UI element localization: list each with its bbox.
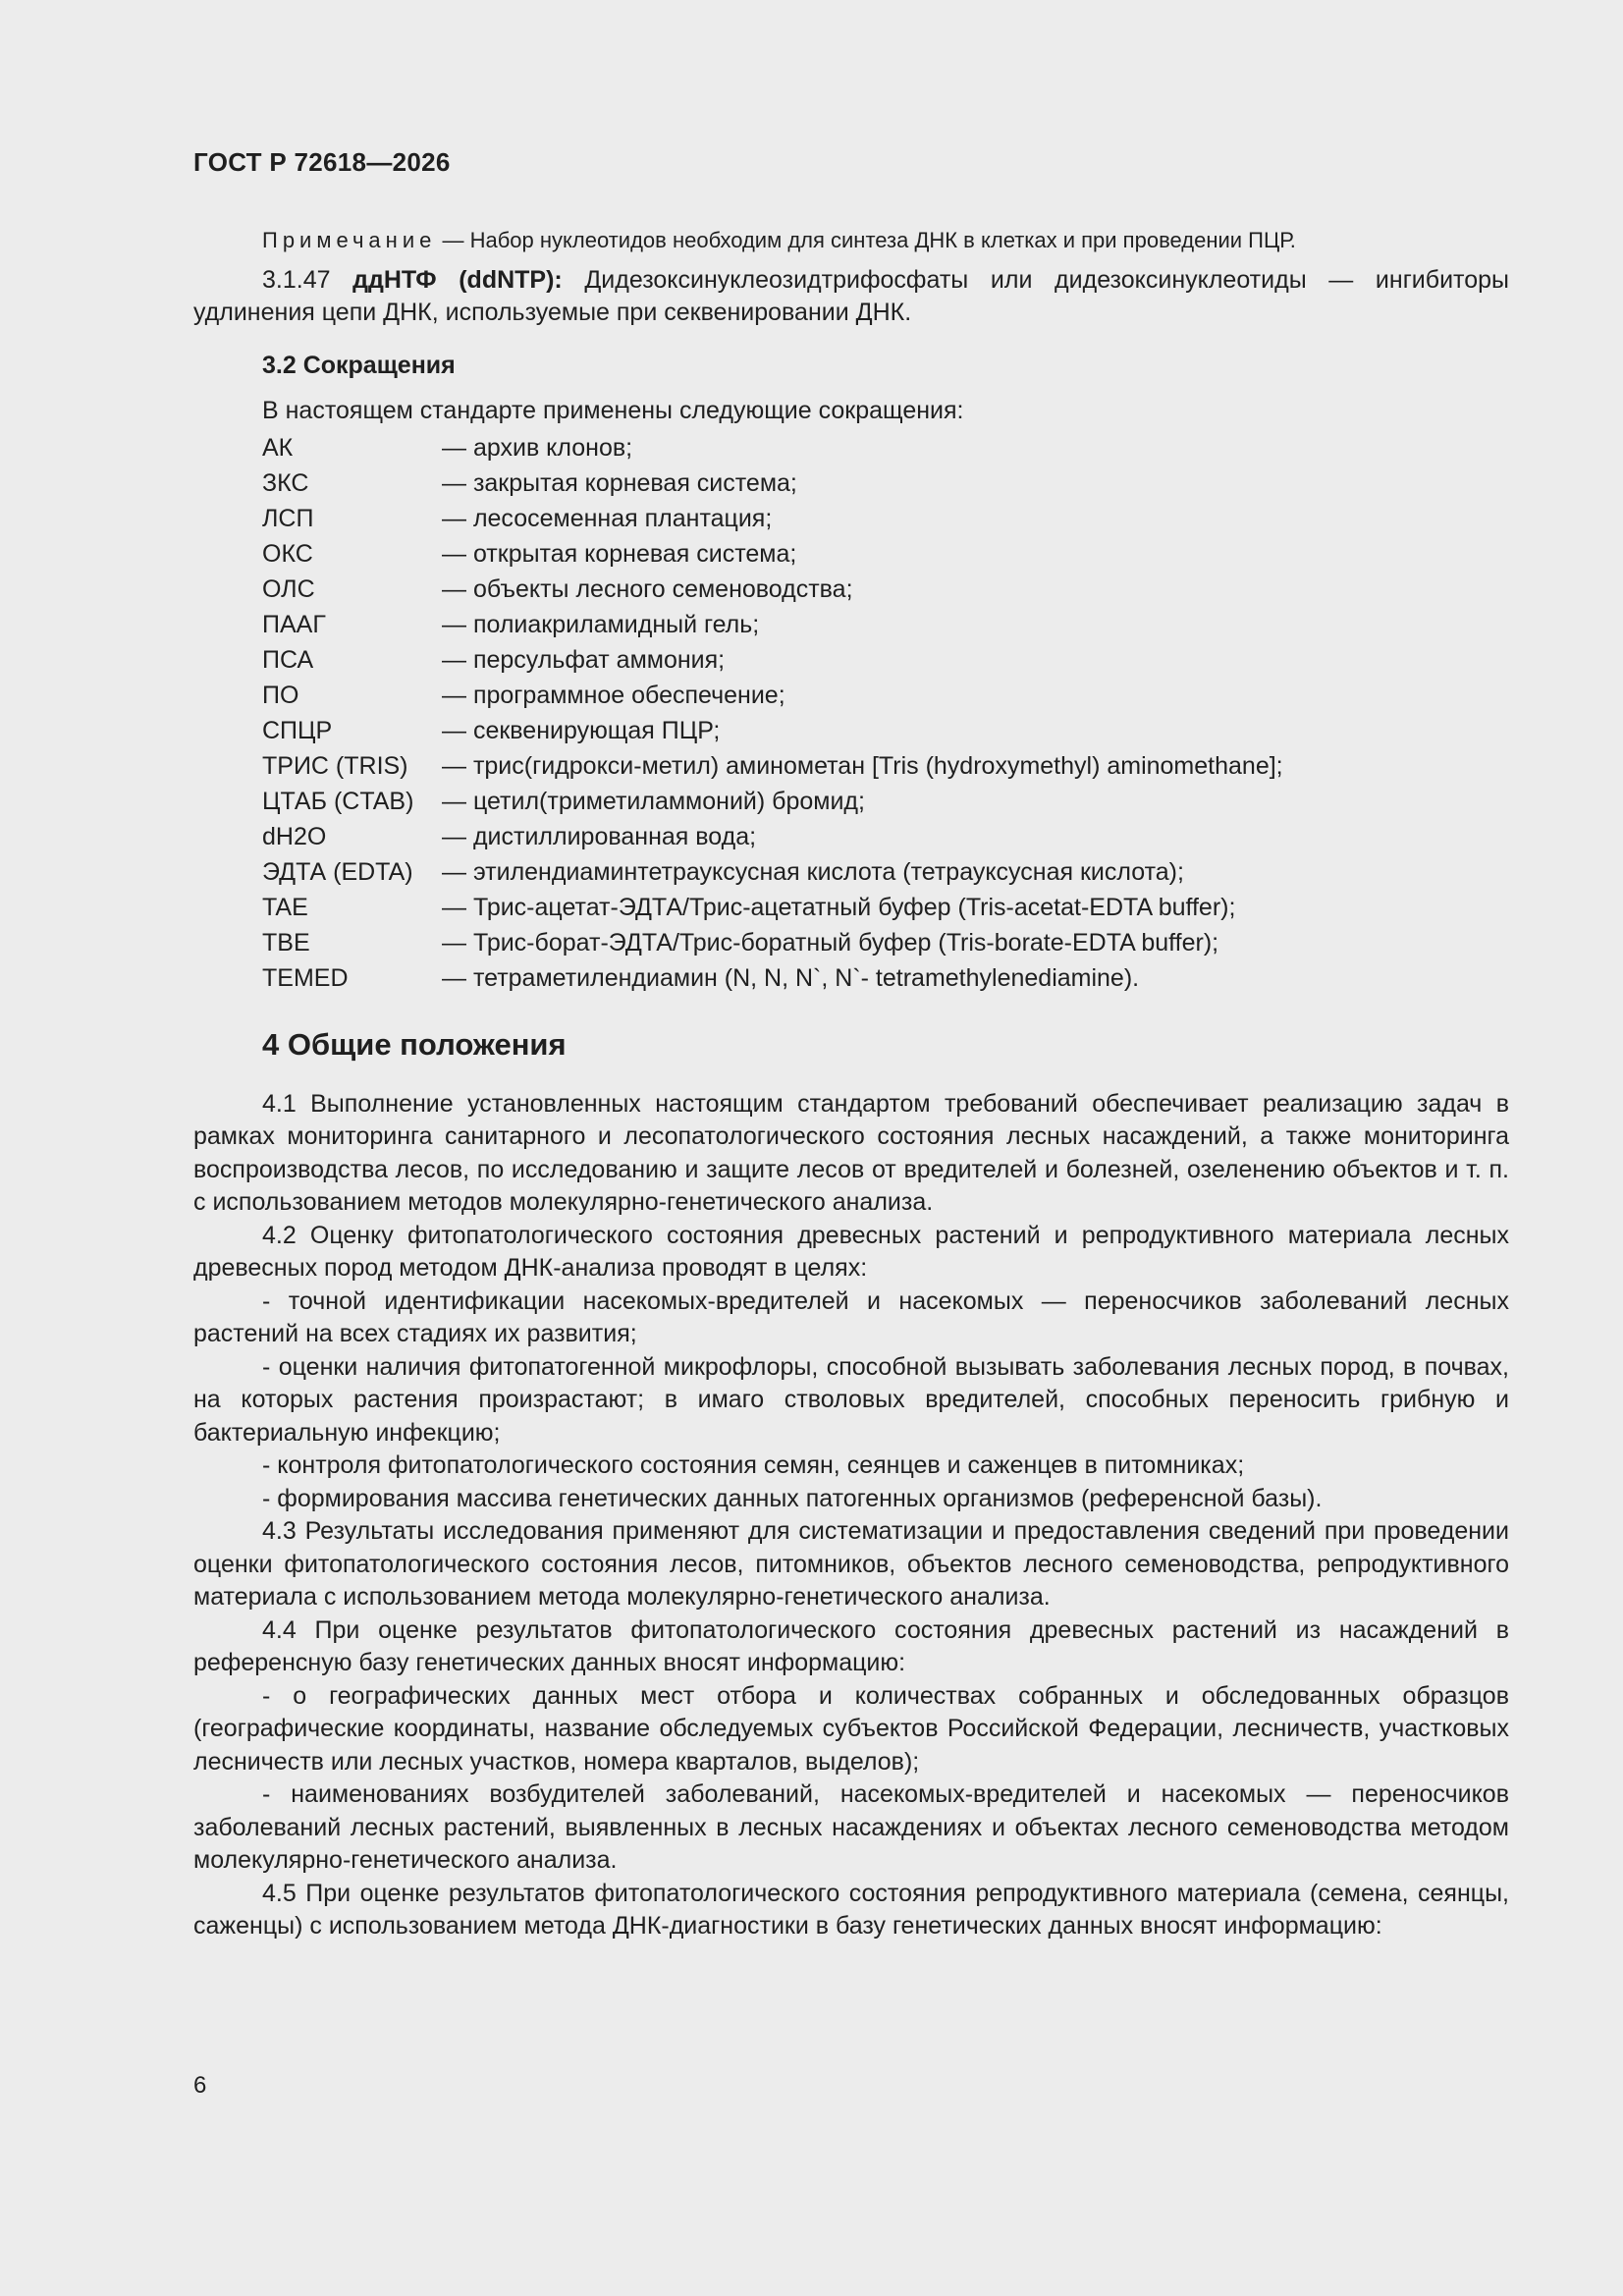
abbreviation-row [262,430,1509,465]
abbreviation-term: ЭДТА (EDTA) [262,857,413,886]
abbreviation-term: ЦТАБ (CTAB) [262,787,414,815]
abbreviation-row [262,642,1509,678]
abbreviation-term: TBE [262,928,310,957]
note-text: — Набор нуклеотидов необходим для синтеза ДНК в клетках и при проведении ПЦР. [436,228,1296,252]
abbreviation-desc: — Трис-ацетат-ЭДТА/Трис-ацетатный буфер (Tris-acetat-EDTA buffer); [442,893,1236,921]
abbreviation-desc: — секвенирующая ПЦР; [442,716,721,744]
abbreviation-desc: — лесосеменная плантация; [442,504,773,532]
abbreviation-row [262,678,1509,713]
abbreviation-desc: — персульфат аммония; [442,645,726,674]
abbreviation-term: dH2O [262,822,327,850]
paragraph: 4.3 Результаты исследования применяют для систематизации и предоставления сведений при проведении оценки фитопатологического состояния лесов, питомников, объектов лесного семеноводства, репродуктивного материала с использованием метода молекулярно-генетического анализа. [193,1517,1509,1611]
abbreviation-desc: — трис(гидрокси-метил) аминометан [Tris (hydroxymethyl) aminomethane]; [442,751,1283,780]
abbreviation-term: ОКС [262,539,313,568]
note [193,224,1509,257]
abbreviation-term: ОЛС [262,574,315,603]
abbreviation-term: СПЦР [262,716,333,744]
abbreviation-term: TAE [262,893,308,921]
abbreviation-term: ПСА [262,645,314,674]
abbreviation-row [262,465,1509,501]
abbreviation-row [262,925,1509,960]
abbreviation-term: АК [262,433,294,462]
abbreviation-term: ТРИС (TRIS) [262,751,408,780]
list-item: - формирования массива генетических данных патогенных организмов (референсной базы). [262,1484,1323,1512]
abbreviation-term: ПО [262,681,299,709]
paragraph: 4.5 При оценке результатов фитопатологического состояния репродуктивного материала (семена, сеянцы, саженцы) с использованием метода ДНК-диагностики в базу генетических данных вносят информацию: [193,1879,1509,1940]
abbreviation-row [262,713,1509,748]
term-name: ддНТФ (ddNTP): [352,265,563,294]
abbreviation-row [262,819,1509,854]
abbreviations-list [193,430,1509,996]
abbreviation-row [262,607,1509,642]
abbreviation-row [262,536,1509,572]
abbreviation-row [262,890,1509,925]
term-number: 3.1.47 [262,265,353,294]
page-number: 6 [193,2072,207,2099]
abbreviation-desc: — объекты лесного семеноводства; [442,574,853,603]
paragraph: 4.2 Оценку фитопатологического состояния древесных растений и репродуктивного материала лесных древесных пород методом ДНК-анализа проводят в целях: [193,1221,1509,1282]
paragraph: 4.1 Выполнение установленных настоящим стандартом требований обеспечивает реализацию задач в рамках мониторинга санитарного и лесопатологического состояния лесных насаждений, а также мониторинга воспроизводства лесов, по исследованию и защите лесов от вредителей и болезней, озеленению объектов и т. п. с использованием методов молекулярно-генетического анализа. [193,1089,1509,1216]
abbreviation-term: ЗКС [262,468,309,497]
abbreviation-desc: — открытая корневая система; [442,539,797,568]
section-heading-3-2: 3.2 Сокращения [262,351,456,379]
paragraph: 4.4 При оценке результатов фитопатологического состояния древесных растений из насаждений в референсную базу генетических данных вносят информацию: [193,1615,1509,1676]
list-item: - наименованиях возбудителей заболеваний, насекомых-вредителей и насекомых — переносчиков заболеваний лесных растений, выявленных в лесных насаждениях и объектах лесного семеноводства методом молекулярно-генетического анализа. [193,1780,1509,1874]
abbreviation-desc: — тетраметилендиамин (N, N, N`, N`- tetramethylenediamine). [442,963,1140,992]
term-3-1-47 [193,264,1509,330]
abbreviation-term: ЛСП [262,504,314,532]
list-item: - оценки наличия фитопатогенной микрофлоры, способной вызывать заболевания лесных пород, в почвах, на которых растения произрастают; в имаго стволовых вредителей, способных переносить грибную и бактериальную инфекцию; [193,1352,1509,1447]
list-item: - точной идентификации насекомых-вредителей и насекомых — переносчиков заболеваний лесных растений на всех стадиях их развития; [193,1286,1509,1347]
abbreviation-row [262,501,1509,536]
document-header: ГОСТ Р 72618—2026 [193,147,451,177]
abbreviation-desc: — архив клонов; [442,433,633,462]
abbreviation-term: ПААГ [262,610,326,638]
list-item: - о географических данных мест отбора и количествах собранных и обследованных образцов (географические координаты, название обследуемых субъектов Российской Федерации, лесничеств, участковых лесничеств или лесных участков, номера кварталов, выделов); [193,1681,1509,1776]
abbreviations-intro: В настоящем стандарте применены следующие сокращения: [262,397,964,424]
abbreviation-desc: — закрытая корневая система; [442,468,797,497]
abbreviation-row [262,572,1509,607]
abbreviation-desc: — этилендиаминтетрауксусная кислота (тетрауксусная кислота); [442,857,1184,886]
abbreviation-row [262,854,1509,890]
list-item: - контроля фитопатологического состояния семян, сеянцев и саженцев в питомниках; [262,1451,1245,1479]
abbreviation-row [262,784,1509,819]
abbreviation-term: TEMED [262,963,349,992]
term-definition: Дидезоксинуклеозидтрифосфаты или дидезоксинуклеотиды — ингибиторы удлинения цепи ДНК, используемые при секвенировании ДНК. [193,265,1510,326]
abbreviation-desc: — дистиллированная вода; [442,822,757,850]
section-heading-4: 4 Общие положения [262,1026,567,1062]
abbreviation-desc: — цетил(триметиламмоний) бромид; [442,787,865,815]
abbreviation-desc: — программное обеспечение; [442,681,785,709]
abbreviation-row [262,748,1509,784]
abbreviation-desc: — Трис-борат-ЭДТА/Трис-боратный буфер (Tris-borate-EDTA buffer); [442,928,1219,957]
abbreviation-desc: — полиакриламидный гель; [442,610,760,638]
document-body [193,224,1509,1943]
abbreviation-row [262,960,1509,996]
note-label: Примечание [262,228,437,252]
